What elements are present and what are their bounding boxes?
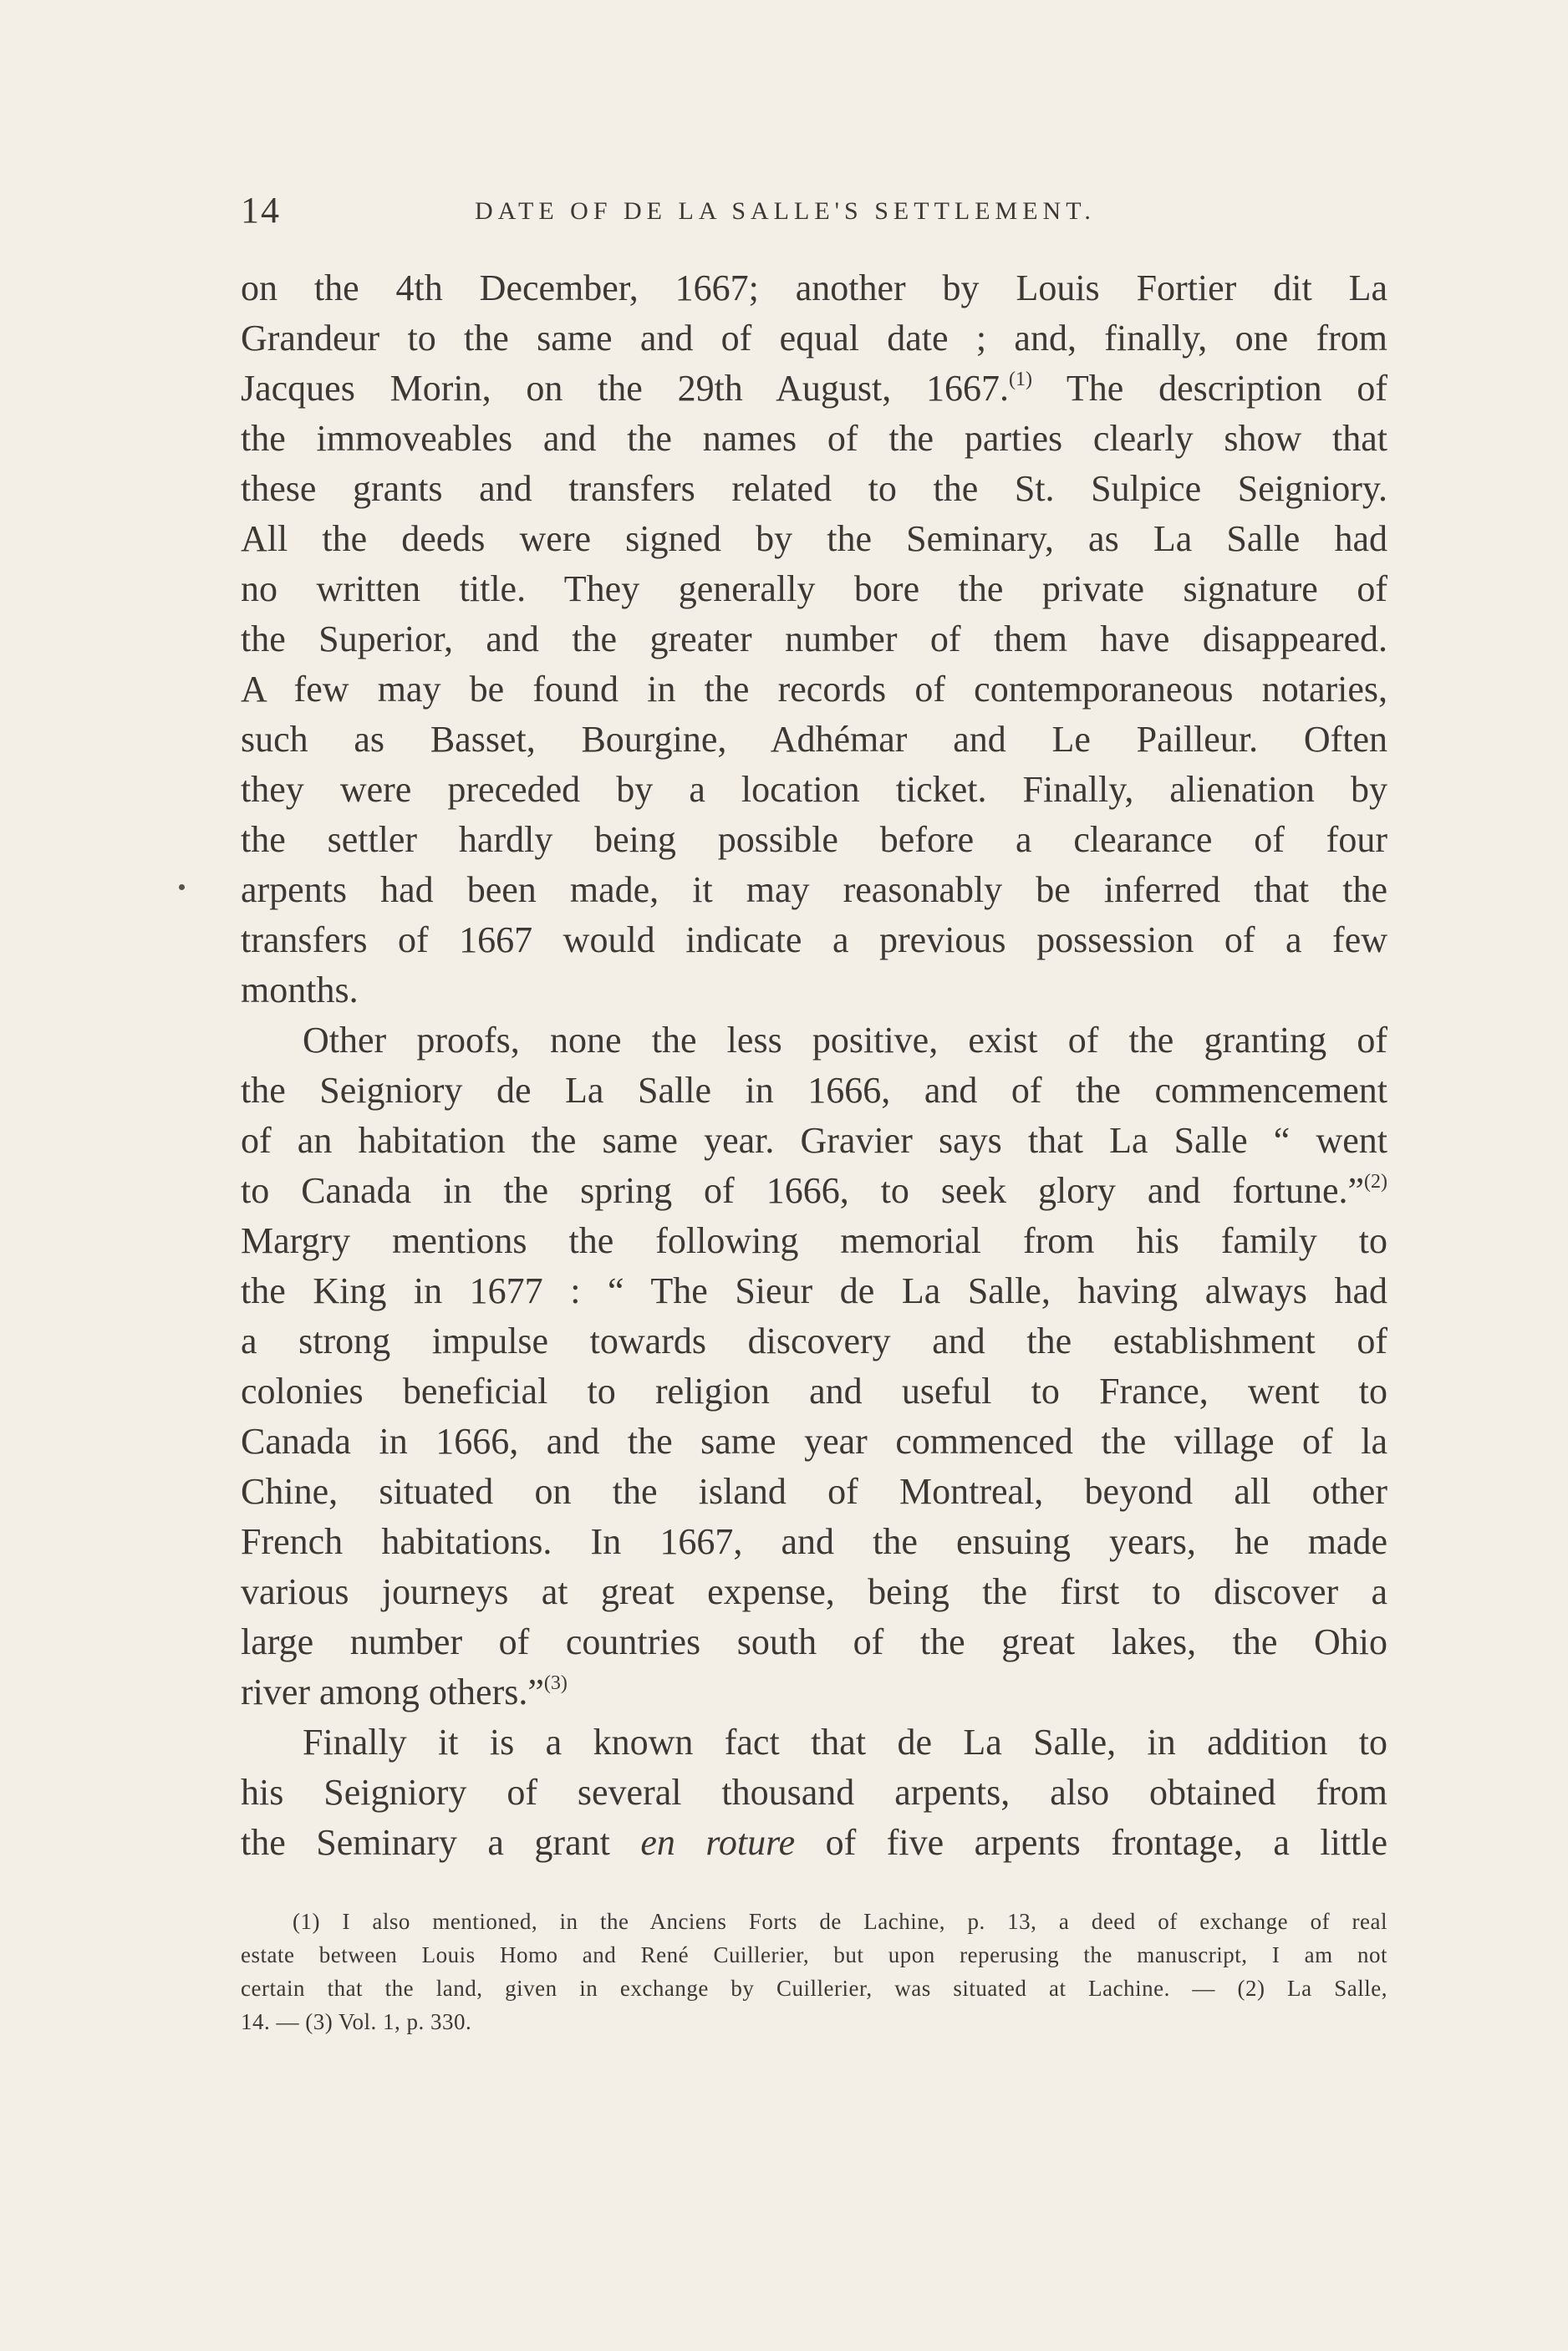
- text-segment: The description of: [1066, 368, 1387, 409]
- text-line: Chine, situated on the island of Montreal, beyond all other: [241, 1471, 1387, 1512]
- body-text: [241, 263, 1387, 1868]
- footnotes: [241, 1905, 1387, 2038]
- margin-mark: [179, 884, 185, 890]
- text-line: arpents had been made, it may reasonably be inferred that the: [241, 869, 1387, 910]
- text-line: All the deeds were signed by the Seminary, as La Salle had: [241, 518, 1387, 559]
- text-line: [241, 1818, 1387, 1868]
- text-line: these grants and transfers related to the St. Sulpice Seigniory.: [241, 468, 1387, 509]
- running-title: DATE OF DE LA SALLE'S SETTLEMENT.: [475, 197, 1096, 225]
- footnote-line: estate between Louis Homo and René Cuillerier, but upon reperusing the manuscript, I am not: [241, 1942, 1387, 1967]
- footnote-ref-2: (2): [1364, 1171, 1387, 1193]
- text-line: Margry mentions the following memorial from his family to: [241, 1220, 1387, 1261]
- text-line: months.: [241, 969, 359, 1010]
- text-line: the Seigniory de La Salle in 1666, and of the commencement: [241, 1070, 1387, 1111]
- text-segment: Jacques Morin, on the 29th August, 1667.: [241, 368, 1009, 409]
- text-line: on the 4th December, 1667; another by Louis Fortier dit La: [241, 267, 1387, 308]
- text-line: Finally it is a known fact that de La Salle, in addition to: [303, 1722, 1387, 1763]
- text-line: A few may be found in the records of contemporaneous notaries,: [241, 669, 1387, 710]
- text-segment: the Seminary a grant: [241, 1822, 610, 1863]
- footnote-ref-1: (1): [1008, 369, 1032, 390]
- text-line: various journeys at great expense, being the first to discover a: [241, 1571, 1387, 1612]
- text-line: the King in 1677 : “ The Sieur de La Salle, having always had: [241, 1270, 1387, 1311]
- text-line: the settler hardly being possible before a clearance of four: [241, 819, 1387, 860]
- footnote-line: 14. — (3) Vol. 1, p. 330.: [241, 2009, 472, 2034]
- text-line: of an habitation the same year. Gravier says that La Salle “ went: [241, 1120, 1387, 1161]
- text-line: they were preceded by a location ticket. Finally, alienation by: [241, 769, 1387, 810]
- text-line: colonies beneficial to religion and useful to France, went to: [241, 1371, 1387, 1412]
- text-segment: river among others.”: [241, 1672, 544, 1712]
- text-line: Grandeur to the same and of equal date ; and, finally, one from: [241, 318, 1387, 359]
- footnote-line: (1) I also mentioned, in the Anciens Forts de Lachine, p. 13, a deed of exchange of real: [293, 1909, 1387, 1934]
- text-line: Canada in 1666, and the same year commenced the village of la: [241, 1421, 1387, 1462]
- text-line: a strong impulse towards discovery and the establishment of: [241, 1321, 1387, 1361]
- text-line: such as Basset, Bourgine, Adhémar and Le Pailleur. Often: [241, 719, 1387, 760]
- text-line: transfers of 1667 would indicate a previous possession of a few: [241, 919, 1387, 960]
- text-line: no written title. They generally bore the private signature of: [241, 568, 1387, 609]
- italic-phrase: en roture: [640, 1822, 796, 1863]
- text-line: the Superior, and the greater number of them have disappeared.: [241, 618, 1387, 659]
- text-line: [241, 364, 1387, 414]
- running-head: [241, 189, 1387, 239]
- text-line: Other proofs, none the less positive, exist of the granting of: [303, 1020, 1387, 1061]
- text-segment: of five arpents frontage, a little: [825, 1822, 1388, 1863]
- text-segment: to Canada in the spring of 1666, to seek glory and fortune.”: [241, 1170, 1365, 1211]
- text-line: the immoveables and the names of the parties clearly show that: [241, 418, 1387, 459]
- text-line: French habitations. In 1667, and the ensuing years, he made: [241, 1521, 1387, 1562]
- footnote-line: certain that the land, given in exchange by Cuillerier, was situated at Lachine. — (2) La Salle,: [241, 1976, 1387, 2001]
- footnote-ref-3: (3): [543, 1672, 568, 1694]
- text-line: [241, 1667, 1387, 1717]
- page-number: 14: [241, 190, 281, 231]
- text-line: [241, 1166, 1387, 1216]
- text-line: large number of countries south of the great lakes, the Ohio: [241, 1621, 1387, 1662]
- text-line: his Seigniory of several thousand arpents, also obtained from: [241, 1772, 1387, 1813]
